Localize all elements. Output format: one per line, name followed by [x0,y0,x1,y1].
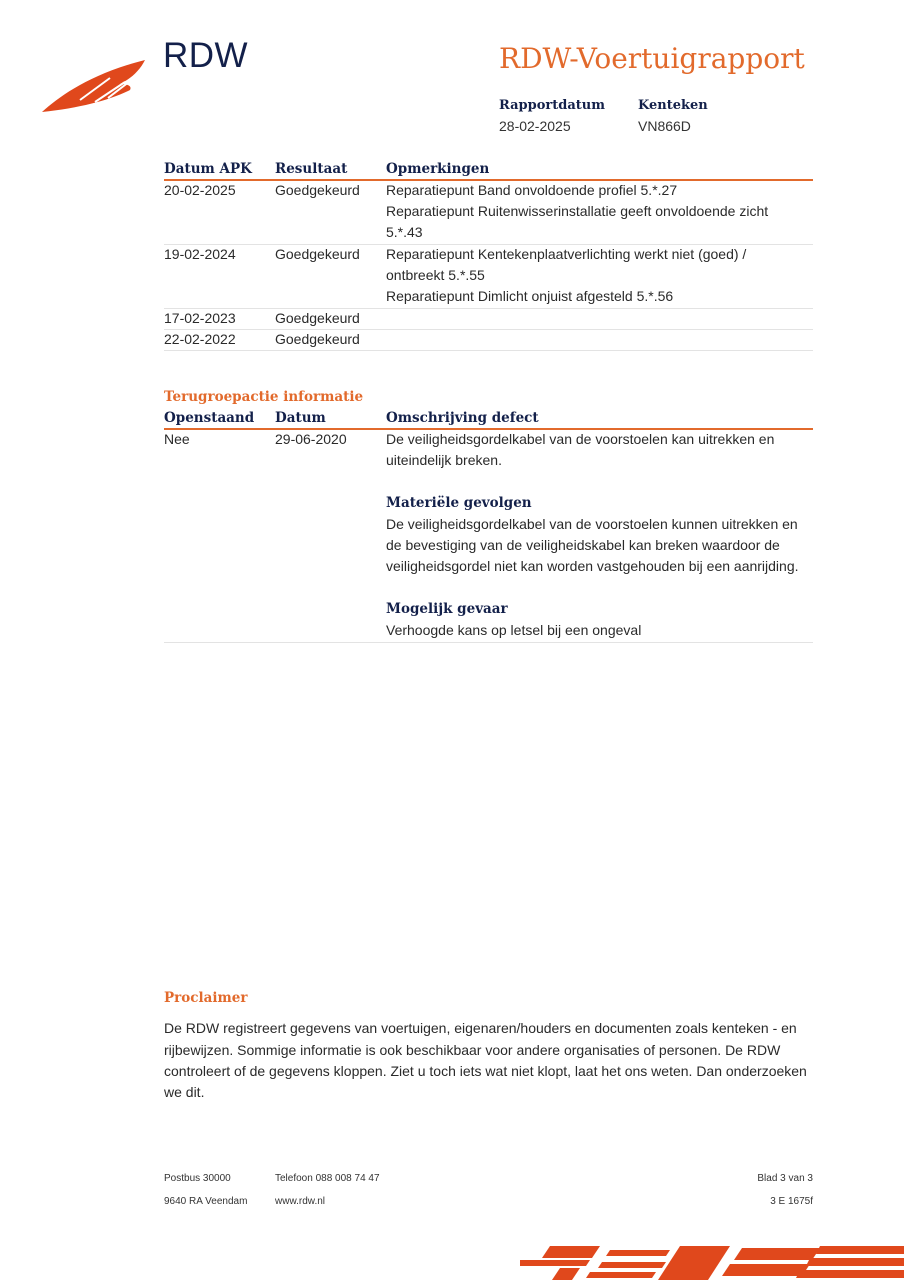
footer-postbus: Postbus 30000 [164,1173,231,1184]
kenteken-value: VN866D [638,118,691,134]
apk-row-result: Goedgekeurd [275,182,360,198]
page-title: RDW-Voertuigrapport [499,42,805,75]
footer-website: www.rdw.nl [275,1196,326,1207]
footer-stripes-icon [520,1244,904,1280]
danger-text: Verhoogde kans op letsel bij een ongeval [386,622,642,638]
apk-col-remarks: Opmerkingen [386,161,490,177]
footer-code: 3 E 1675f [770,1196,813,1207]
row-divider [164,642,813,643]
proclaimer-title: Proclaimer [164,990,248,1006]
apk-row-result: Goedgekeurd [275,331,360,347]
footer-adres: 9640 RA Veendam [164,1196,248,1207]
row-divider [164,329,813,330]
row-divider [164,308,813,309]
apk-row-remark: ontbreekt 5.*.55 [386,267,485,283]
brand-name: RDW [163,36,249,75]
consequences-line: veiligheidsgordel niet kan worden vastgehouden bij een aanrijding. [386,558,799,574]
recall-col-defect: Omschrijving defect [386,410,539,426]
consequences-line: de bevestiging van de veiligheidskabel kan breken waardoor de [386,537,780,553]
consequences-line: De veiligheidsgordelkabel van de voorstoelen kunnen uitrekken en [386,516,798,532]
apk-row-remark: Reparatiepunt Ruitenwisserinstallatie geeft onvoldoende zicht [386,203,769,219]
apk-row-result: Goedgekeurd [275,310,360,326]
recall-date-value: 29-06-2020 [275,431,347,447]
apk-row-result: Goedgekeurd [275,246,360,262]
proclaimer-line: De RDW registreert gegevens van voertuigen, eigenaren/houders en documenten zoals kenteken - en [164,1020,797,1036]
proclaimer-line: we dit. [164,1084,205,1100]
rapportdatum-label: Rapportdatum [499,98,605,113]
footer-page: Blad 3 van 3 [757,1173,813,1184]
recall-defect-line: De veiligheidsgordelkabel van de voorstoelen kan uitrekken en [386,431,775,447]
row-divider [164,350,813,351]
apk-row-date: 17-02-2023 [164,310,236,326]
rdw-logo-icon [40,56,150,116]
apk-row-date: 22-02-2022 [164,331,236,347]
apk-row-date: 20-02-2025 [164,182,236,198]
apk-row-remark: Reparatiepunt Kentekenplaatverlichting werkt niet (goed) / [386,246,747,262]
rapportdatum-value: 28-02-2025 [499,118,571,134]
consequences-title: Materiële gevolgen [386,495,532,511]
kenteken-label: Kenteken [638,98,708,113]
proclaimer-line: rijbewijzen. Sommige informatie is ook beschikbaar voor andere organisaties of personen. De RDW [164,1042,781,1058]
apk-row-date: 19-02-2024 [164,246,236,262]
proclaimer-line: controleert of de gegevens kloppen. Ziet u toch iets wat niet klopt, laat het ons weten. Dan onderzoeken [164,1063,807,1079]
apk-row-remark: Reparatiepunt Band onvoldoende profiel 5.*.27 [386,182,678,198]
apk-row-remark: 5.*.43 [386,224,423,240]
recall-col-date: Datum [275,410,326,426]
recall-open-value: Nee [164,431,190,447]
recall-defect-line: uiteindelijk breken. [386,452,502,468]
apk-col-date: Datum APK [164,161,252,177]
apk-row-remark: Reparatiepunt Dimlicht onjuist afgesteld 5.*.56 [386,288,674,304]
recall-col-open: Openstaand [164,410,255,426]
footer-telefoon: Telefoon 088 008 74 47 [275,1173,380,1184]
danger-title: Mogelijk gevaar [386,601,508,617]
apk-col-result: Resultaat [275,161,348,177]
recall-section-title: Terugroepactie informatie [164,389,364,405]
